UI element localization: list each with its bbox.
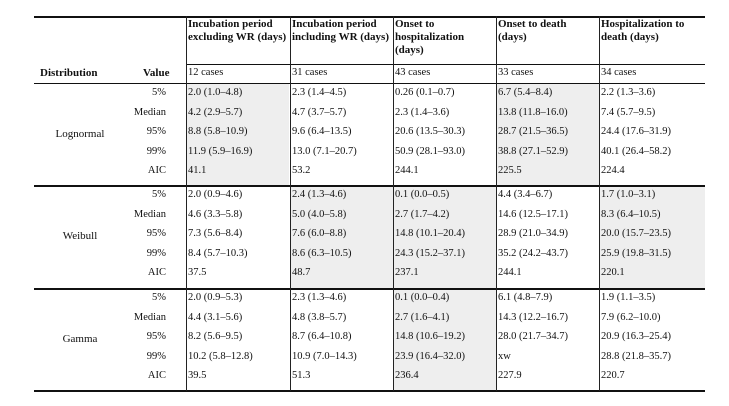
table-cell: 8.4 (5.7–10.3) xyxy=(188,247,248,259)
table-cell: 4.4 (3.4–6.7) xyxy=(498,189,553,200)
table-cell: 2.3 (1.3–4.6) xyxy=(292,292,347,303)
table-cell: 4.7 (3.7–5.7) xyxy=(292,106,347,118)
table-cell: 13.0 (7.1–20.7) xyxy=(292,145,357,157)
table-cell: 4.2 (2.9–5.7) xyxy=(188,106,243,118)
table-cell: 48.7 xyxy=(292,267,311,279)
table-cell: 244.1 xyxy=(395,165,419,177)
value-label: 5% xyxy=(152,292,166,303)
table-cell: 20.6 (13.5–30.3) xyxy=(395,126,465,138)
table-cell: 2.0 (0.9–4.6) xyxy=(188,189,243,200)
table-cell: xw xyxy=(498,350,511,362)
table-cell: 20.9 (16.3–25.4) xyxy=(601,331,671,343)
column-divider xyxy=(496,16,497,391)
column-header-3: Onset to hospitalization (days) xyxy=(395,18,465,56)
top-rule xyxy=(34,16,705,18)
table-cell: 8.7 (6.4–10.8) xyxy=(292,331,352,343)
table-cell: 28.0 (21.7–34.7) xyxy=(498,331,568,343)
value-label: Median xyxy=(133,311,166,323)
table-cell: 236.4 xyxy=(395,370,419,382)
table-cell: 244.1 xyxy=(498,267,522,279)
table-cell: 1.9 (1.1–3.5) xyxy=(601,292,656,303)
table-cell: 7.4 (5.7–9.5) xyxy=(601,106,656,118)
table-cell: 14.8 (10.6–19.2) xyxy=(395,331,465,343)
value-label: Median xyxy=(133,208,166,220)
value-label: 95% xyxy=(146,331,166,343)
table-cell: 7.6 (6.0–8.8) xyxy=(292,228,347,240)
table-cell: 8.8 (5.8–10.9) xyxy=(188,126,248,138)
table-cell: 227.9 xyxy=(498,370,522,382)
group-divider xyxy=(34,288,705,290)
distribution-header: Distribution xyxy=(40,67,98,79)
cases-count: 43 cases xyxy=(395,67,431,78)
table-cell: 20.0 (15.7–23.5) xyxy=(601,228,671,240)
table-cell: 28.9 (21.0–34.9) xyxy=(498,228,568,240)
table-cell: 14.8 (10.1–20.4) xyxy=(395,228,465,240)
value-label: AIC xyxy=(147,370,166,382)
value-label: AIC xyxy=(147,165,166,177)
table-cell: 10.9 (7.0–14.3) xyxy=(292,350,357,362)
header-rule xyxy=(186,64,705,65)
table-cell: 0.26 (0.1–0.7) xyxy=(395,87,455,98)
distribution-name: Gamma xyxy=(62,333,98,345)
value-label: AIC xyxy=(147,267,166,279)
value-label: 99% xyxy=(146,145,166,157)
table-cell: 13.8 (11.8–16.0) xyxy=(498,106,568,118)
distribution-name: Lognormal xyxy=(55,128,105,140)
table-cell: 14.3 (12.2–16.7) xyxy=(498,311,568,323)
table-cell: 24.3 (15.2–37.1) xyxy=(395,247,465,259)
table-cell: 1.7 (1.0–3.1) xyxy=(601,189,656,200)
table-cell: 0.1 (0.0–0.4) xyxy=(395,292,450,303)
value-label: 95% xyxy=(146,228,166,240)
group-divider xyxy=(34,185,705,187)
table-cell: 25.9 (19.8–31.5) xyxy=(601,247,671,259)
table-cell: 6.7 (5.4–8.4) xyxy=(498,87,553,98)
value-label: 99% xyxy=(146,247,166,259)
value-header: Value xyxy=(143,67,170,79)
table-cell: 4.6 (3.3–5.8) xyxy=(188,208,243,220)
table-cell: 28.7 (21.5–36.5) xyxy=(498,126,568,138)
table-cell: 8.2 (5.6–9.5) xyxy=(188,331,243,343)
table-cell: 4.8 (3.8–5.7) xyxy=(292,311,347,323)
table-cell: 5.0 (4.0–5.8) xyxy=(292,208,347,220)
table-cell: 9.6 (6.4–13.5) xyxy=(292,126,352,138)
cases-count: 34 cases xyxy=(601,67,637,78)
column-divider xyxy=(599,16,600,391)
table-cell: 50.9 (28.1–93.0) xyxy=(395,145,465,157)
distribution-name: Weibull xyxy=(62,230,98,242)
table-cell: 220.7 xyxy=(601,370,625,382)
table-cell: 41.1 xyxy=(188,165,207,177)
table-cell: 11.9 (5.9–16.9) xyxy=(188,145,253,157)
table-cell: 37.5 xyxy=(188,267,207,279)
table-cell: 2.7 (1.6–4.1) xyxy=(395,311,450,323)
table-cell: 51.3 xyxy=(292,370,311,382)
table-cell: 35.2 (24.2–43.7) xyxy=(498,247,568,259)
table-cell: 14.6 (12.5–17.1) xyxy=(498,208,568,220)
column-divider xyxy=(290,16,291,391)
table-cell: 2.0 (0.9–5.3) xyxy=(188,292,243,303)
value-label: 5% xyxy=(152,87,166,98)
table-cell: 24.4 (17.6–31.9) xyxy=(601,126,671,138)
column-divider xyxy=(393,16,394,391)
bottom-rule xyxy=(34,390,705,392)
table-cell: 225.5 xyxy=(498,165,522,177)
table-cell: 39.5 xyxy=(188,370,207,382)
table-cell: 2.7 (1.7–4.2) xyxy=(395,208,450,220)
table-cell: 8.6 (6.3–10.5) xyxy=(292,247,352,259)
value-label: Median xyxy=(133,106,166,118)
column-header-1: Incubation period excluding WR (days) xyxy=(188,18,287,43)
table-cell: 8.3 (6.4–10.5) xyxy=(601,208,661,220)
table-cell: 40.1 (26.4–58.2) xyxy=(601,145,671,157)
column-header-4: Onset to death (days) xyxy=(498,18,567,43)
table-cell: 220.1 xyxy=(601,267,625,279)
table-cell: 38.8 (27.1–52.9) xyxy=(498,145,568,157)
table-cell: 224.4 xyxy=(601,165,625,177)
table-cell: 7.9 (6.2–10.0) xyxy=(601,311,661,323)
cases-count: 33 cases xyxy=(498,67,534,78)
column-header-5: Hospitalization to death (days) xyxy=(601,18,685,43)
value-label: 5% xyxy=(152,189,166,200)
table-cell: 10.2 (5.8–12.8) xyxy=(188,350,253,362)
table-cell: 23.9 (16.4–32.0) xyxy=(395,350,465,362)
table-cell: 4.4 (3.1–5.6) xyxy=(188,311,243,323)
table-cell: 0.1 (0.0–0.5) xyxy=(395,189,450,200)
column-divider xyxy=(186,16,187,391)
table-cell: 237.1 xyxy=(395,267,419,279)
table-cell: 2.3 (1.4–3.6) xyxy=(395,106,450,118)
subheader-rule xyxy=(34,83,705,84)
table-cell: 2.0 (1.0–4.8) xyxy=(188,87,243,98)
value-label: 99% xyxy=(146,350,166,362)
table-cell: 7.3 (5.6–8.4) xyxy=(188,228,243,240)
table-cell: 2.3 (1.4–4.5) xyxy=(292,87,347,98)
cases-count: 31 cases xyxy=(292,67,328,78)
table-cell: 2.4 (1.3–4.6) xyxy=(292,189,347,200)
column-header-2: Incubation period including WR (days) xyxy=(292,18,389,43)
cases-count: 12 cases xyxy=(188,67,224,78)
table-cell: 6.1 (4.8–7.9) xyxy=(498,292,553,303)
table-cell: 53.2 xyxy=(292,165,311,177)
table-cell: 2.2 (1.3–3.6) xyxy=(601,87,656,98)
table-cell: 28.8 (21.8–35.7) xyxy=(601,350,671,362)
value-label: 95% xyxy=(146,126,166,138)
